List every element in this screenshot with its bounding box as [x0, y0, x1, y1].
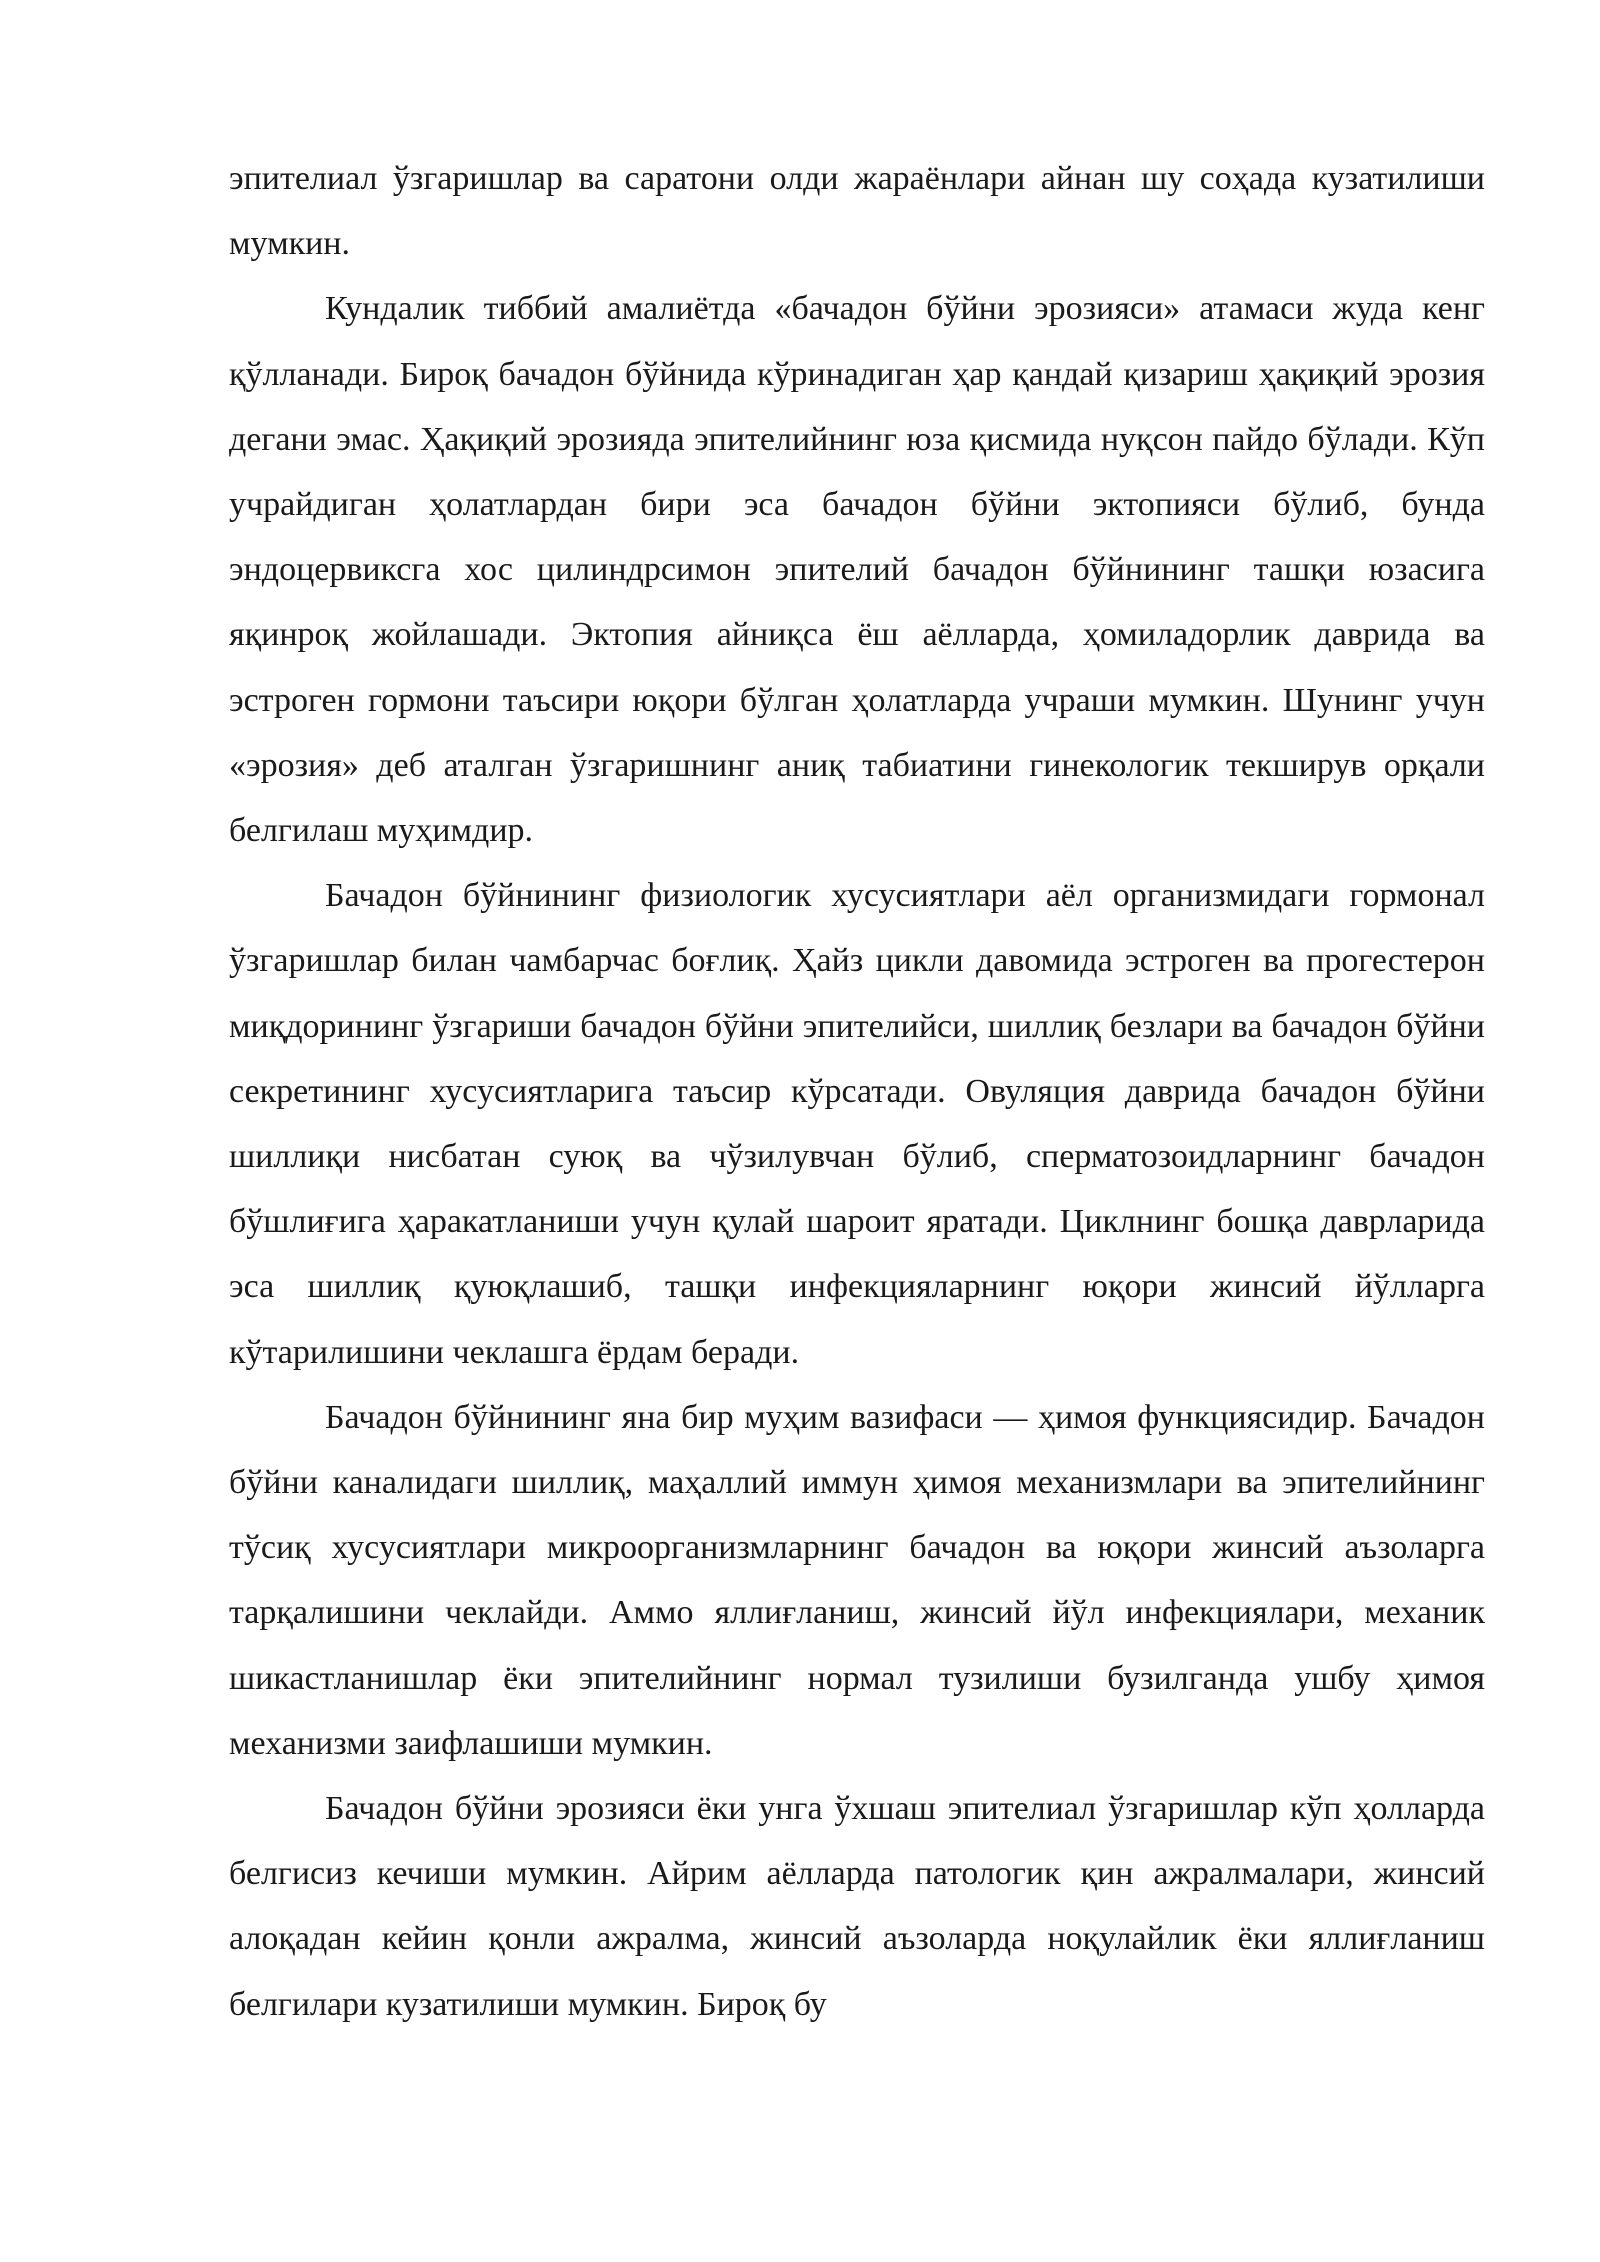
paragraph-erosion-term: Кундалик тиббий амалиётда «бачадон бўйни эрозияси» атамаси жуда кенг қўлланади. Бироқ бачадон бўйнида кўринадиган ҳар қандай қизариш ҳақиқий эрозия дегани эмас. Ҳақиқий эрозияда эпителийнинг юза қисмида нуқсон пайдо бўлади. Кўп учрайдиган ҳолатлардан бири эса бачадон бўйни эктопияси бўлиб, бунда эндоцервиксга хос цилиндрсимон эпителий бачадон бўйнининг ташқи юзасига яқинроқ жойлашади. Эктопия айниқса ёш аёлларда, ҳомиладорлик даврида ва эстроген гормони таъсири юқори бўлган ҳолатларда учраши мумкин. Шунинг учун «эрозия» деб аталган ўзгаришнинг аниқ табиатини гинекологик текширув орқали белгилаш муҳимдир.: [229, 290, 1485, 850]
paragraph-physiology: Бачадон бўйнининг физиологик хусусиятлари аёл организмидаги гормонал ўзгаришлар билан чамбарчас боғлиқ. Ҳайз цикли давомида эстроген ва прогестерон миқдорининг ўзгариши бачадон бўйни эпителийси, шиллиқ безлари ва бачадон бўйни секретининг хусусиятларига таъсир кўрсатади. Овуляция даврида бачадон бўйни шиллиқи нисбатан суюқ ва чўзилувчан бўлиб, сперматозоидларнинг бачадон бўшлиғига ҳаракатланиши учун қулай шароит яратади. Циклнинг бошқа даврларида эса шиллиқ қуюқлашиб, ташқи инфекцияларнинг юқори жинсий йўлларга кўтарилишини чеклашга ёрдам беради.: [229, 877, 1485, 1371]
document-body: [229, 146, 1485, 2037]
paragraph-symptoms: Бачадон бўйни эрозияси ёки унга ўхшаш эпителиал ўзгаришлар кўп ҳолларда белгисиз кечиши мумкин. Айрим аёлларда патологик қин ажралмалари, жинсий алоқадан кейин қонли ажралма, жинсий аъзоларда ноқулайлик ёки яллиғланиш белгилари кузатилиши мумкин. Бироқ бу: [229, 1790, 1485, 2023]
paragraph-protective-function: Бачадон бўйнининг яна бир муҳим вазифаси — ҳимоя функциясидир. Бачадон бўйни каналидаги шиллиқ, маҳаллий иммун ҳимоя механизмлари ва эпителийнинг тўсиқ хусусиятлари микроорганизмларнинг бачадон ва юқори жинсий аъзоларга тарқалишини чеклайди. Аммо яллиғланиш, жинсий йўл инфекциялари, механик шикастланишлар ёки эпителийнинг нормал тузилиши бузилганда ушбу ҳимоя механизми заифлашиши мумкин.: [229, 1398, 1485, 1762]
paragraph-continuation: эпителиал ўзгаришлар ва саратони олди жараёнлари айнан шу соҳада кузатилиши мумкин.: [229, 160, 1485, 263]
